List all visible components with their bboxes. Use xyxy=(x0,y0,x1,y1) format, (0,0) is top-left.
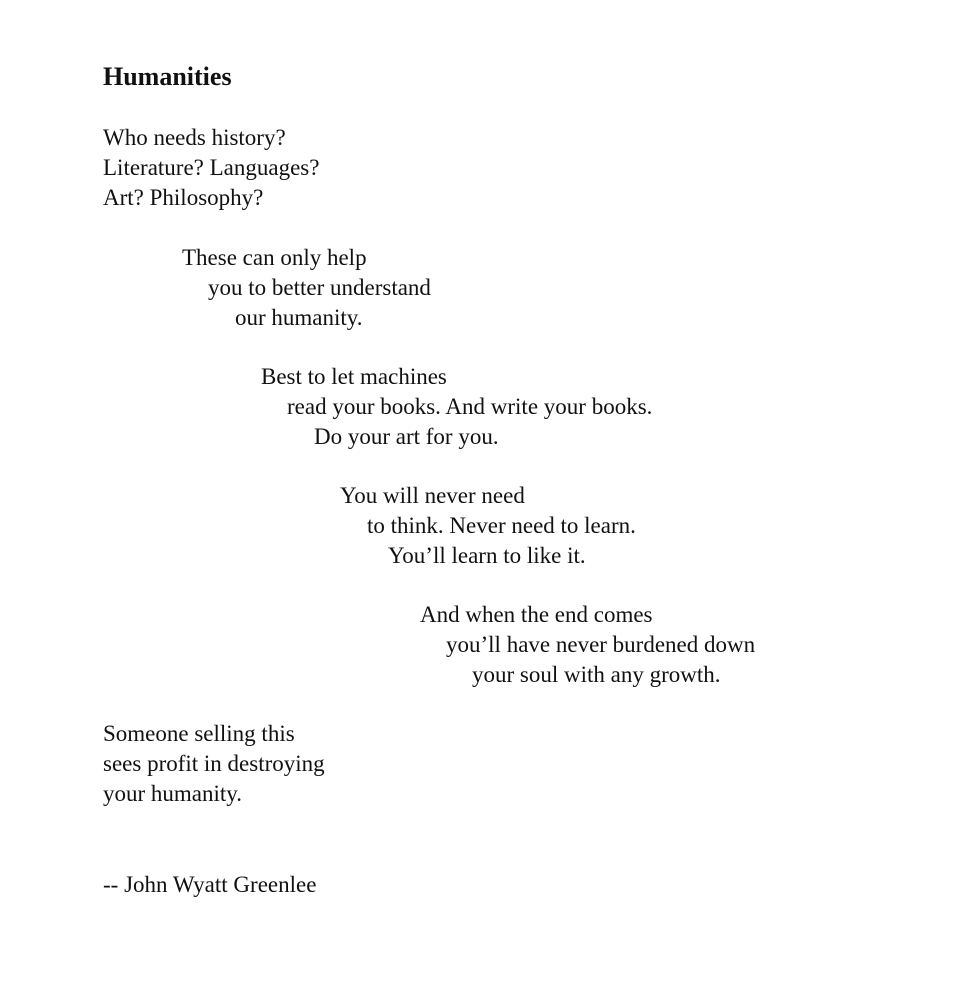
stanza5-line2: you’ll have never burdened down xyxy=(446,632,756,657)
poem-attribution: -- John Wyatt Greenlee xyxy=(103,872,317,897)
stanza1-line3: Art? Philosophy? xyxy=(103,185,264,210)
stanza2-line2: you to better understand xyxy=(208,275,431,300)
stanza6-line1: Someone selling this xyxy=(103,721,295,746)
poem-title: Humanities xyxy=(103,62,232,91)
stanza1-line2: Literature? Languages? xyxy=(103,155,320,180)
stanza5-line1: And when the end comes xyxy=(420,602,653,627)
stanza4-line2: to think. Never need to learn. xyxy=(367,513,636,538)
stanza1-line1: Who needs history? xyxy=(103,125,286,150)
stanza6-line2: sees profit in destroying xyxy=(103,751,325,776)
stanza3-line2: read your books. And write your books. xyxy=(287,394,653,419)
stanza2-line1: These can only help xyxy=(182,245,367,270)
stanza3-line1: Best to let machines xyxy=(261,364,447,389)
stanza6-line3: your humanity. xyxy=(103,781,243,806)
stanza3-line3: Do your art for you. xyxy=(314,424,499,449)
stanza2-line3: our humanity. xyxy=(235,305,363,330)
stanza4-line1: You will never need xyxy=(340,483,525,508)
stanza4-line3: You’ll learn to like it. xyxy=(388,543,586,568)
stanza5-line3: your soul with any growth. xyxy=(472,662,721,687)
